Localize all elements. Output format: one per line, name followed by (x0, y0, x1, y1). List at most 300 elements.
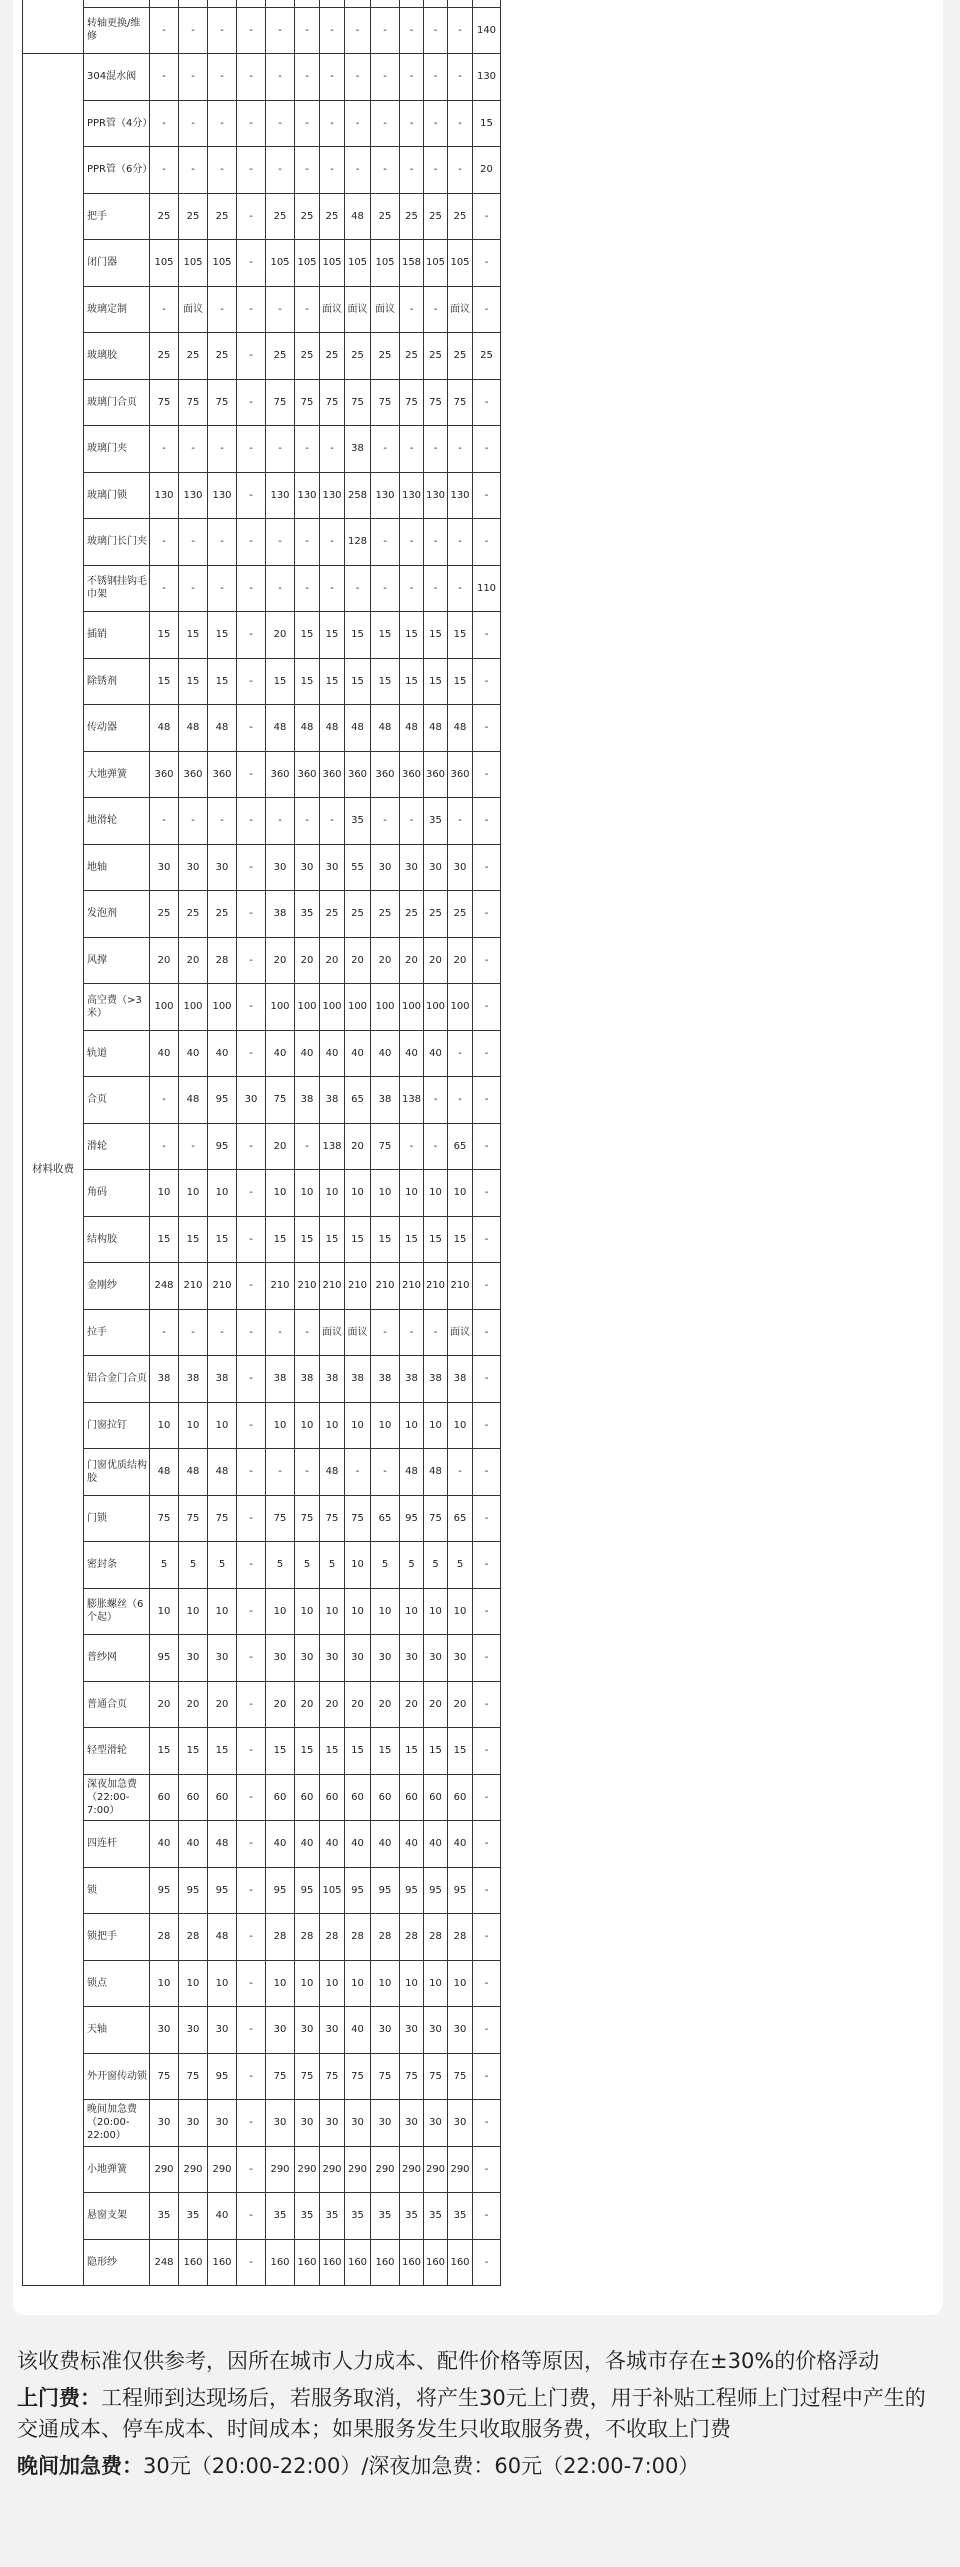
price-cell: - (473, 240, 501, 287)
price-cell: 38 (179, 1356, 208, 1403)
price-cell: 75 (208, 1495, 237, 1542)
price-cell: - (400, 147, 424, 194)
price-cell: 75 (266, 379, 295, 426)
item-name-cell: 除锈剂 (84, 658, 150, 705)
price-cell: 30 (208, 2100, 237, 2147)
price-cell: 48 (208, 705, 237, 752)
price-cell: 15 (266, 1728, 295, 1775)
price-cell: 65 (371, 1495, 400, 1542)
table-row (23, 0, 501, 7)
price-cell: 100 (295, 984, 320, 1031)
price-cell: 38 (371, 1077, 400, 1124)
price-cell: 20 (266, 1681, 295, 1728)
price-cell: - (473, 891, 501, 938)
item-name-cell: 玻璃门夹 (84, 426, 150, 473)
price-cell: - (237, 286, 266, 333)
price-cell: 10 (150, 1170, 179, 1217)
price-cell: - (473, 193, 501, 240)
price-cell: 10 (345, 1170, 371, 1217)
price-cell: 15 (295, 1216, 320, 1263)
price-cell: - (150, 1077, 179, 1124)
price-cell: - (179, 1123, 208, 1170)
price-cell: 10 (266, 1402, 295, 1449)
price-cell: - (473, 2100, 501, 2147)
table-row (23, 1960, 501, 2007)
price-cell: 40 (424, 1821, 448, 1868)
table-row (23, 798, 501, 845)
price-cell: 75 (400, 379, 424, 426)
price-cell: - (345, 1449, 371, 1496)
price-cell: 60 (424, 1774, 448, 1821)
price-cell: 15 (320, 1728, 345, 1775)
price-cell: - (237, 1170, 266, 1217)
table-row (23, 1123, 501, 1170)
price-cell: - (266, 565, 295, 612)
price-cell: 20 (400, 1681, 424, 1728)
price-cell: - (424, 426, 448, 473)
price-cell: 15 (448, 612, 473, 659)
price-cell: 5 (371, 1542, 400, 1589)
price-cell: - (448, 1449, 473, 1496)
price-cell: 25 (266, 193, 295, 240)
price-cell: - (473, 1635, 501, 1682)
price-cell: - (150, 519, 179, 566)
price-cell: 28 (320, 1914, 345, 1961)
price-cell: - (320, 100, 345, 147)
table-row (23, 100, 501, 147)
price-cell: 5 (208, 1542, 237, 1589)
price-cell: - (208, 7, 237, 54)
price-cell: 15 (320, 1216, 345, 1263)
table-row (23, 2007, 501, 2054)
price-cell: 60 (345, 1774, 371, 1821)
price-cell: 75 (150, 379, 179, 426)
price-cell: - (424, 147, 448, 194)
price-cell: 95 (345, 1867, 371, 1914)
price-cell: 30 (371, 844, 400, 891)
price-cell: 95 (448, 1867, 473, 1914)
price-cell: 210 (424, 1263, 448, 1310)
price-cell: 15 (179, 1216, 208, 1263)
price-cell: 15 (208, 1216, 237, 1263)
price-cell: - (266, 1309, 295, 1356)
price-cell: 100 (345, 984, 371, 1031)
price-cell: 48 (320, 1449, 345, 1496)
item-name-cell: 密封条 (84, 1542, 150, 1589)
price-cell: 30 (266, 2100, 295, 2147)
price-cell: 25 (400, 193, 424, 240)
price-cell: 100 (424, 984, 448, 1031)
price-cell: 290 (320, 2146, 345, 2193)
item-name-cell: 闭门器 (84, 240, 150, 287)
price-cell: 75 (424, 379, 448, 426)
price-cell: 5 (320, 1542, 345, 1589)
price-cell: 20 (320, 937, 345, 984)
table-row (23, 2100, 501, 2147)
price-cell: 15 (371, 612, 400, 659)
price-cell: 48 (345, 193, 371, 240)
price-cell: 40 (424, 1030, 448, 1077)
item-name-cell: 风撑 (84, 937, 150, 984)
price-cell: - (237, 1681, 266, 1728)
price-cell: - (345, 565, 371, 612)
price-cell: 138 (400, 1077, 424, 1124)
price-cell: - (237, 565, 266, 612)
price-cell: 105 (208, 240, 237, 287)
price-cell: 210 (371, 1263, 400, 1310)
table-row (23, 2193, 501, 2240)
price-cell: 15 (266, 1216, 295, 1263)
price-cell: - (150, 100, 179, 147)
urgent-fee-label: 晚间加急费： (17, 2454, 143, 2478)
price-cell: 75 (424, 1495, 448, 1542)
price-cell: - (237, 1867, 266, 1914)
price-cell: 48 (179, 1077, 208, 1124)
price-cell: 25 (424, 891, 448, 938)
price-cell: 160 (424, 2239, 448, 2286)
price-cell: - (345, 54, 371, 101)
table-row (23, 1077, 501, 1124)
price-cell: 290 (424, 2146, 448, 2193)
price-cell: - (237, 705, 266, 752)
price-cell: 15 (448, 658, 473, 705)
price-cell: - (237, 2007, 266, 2054)
price-cell: 20 (295, 1681, 320, 1728)
price-cell: - (424, 286, 448, 333)
price-cell: 30 (400, 844, 424, 891)
price-cell: 290 (448, 2146, 473, 2193)
table-row (23, 193, 501, 240)
price-cell: - (320, 7, 345, 54)
price-cell: - (473, 2193, 501, 2240)
item-name-cell: 角码 (84, 1170, 150, 1217)
item-name-cell: 传动器 (84, 705, 150, 752)
table-row (23, 379, 501, 426)
price-cell: 75 (371, 1123, 400, 1170)
item-name-cell: 锁 (84, 1867, 150, 1914)
price-cell: - (424, 1123, 448, 1170)
price-cell: - (237, 7, 266, 54)
price-cell: - (237, 1495, 266, 1542)
price-cell: - (473, 1449, 501, 1496)
visit-fee-label: 上门费： (17, 2386, 101, 2410)
item-name-cell: 地轴 (84, 844, 150, 891)
price-cell: 30 (150, 844, 179, 891)
price-cell: 95 (208, 1077, 237, 1124)
price-cell: 160 (371, 2239, 400, 2286)
price-cell: - (473, 612, 501, 659)
price-cell: - (237, 844, 266, 891)
price-cell: 35 (266, 2193, 295, 2240)
price-cell: - (320, 798, 345, 845)
price-cell: - (237, 2053, 266, 2100)
price-cell: 28 (179, 1914, 208, 1961)
price-cell: 25 (179, 333, 208, 380)
price-cell: 38 (295, 1077, 320, 1124)
item-name-cell: 把手 (84, 193, 150, 240)
table-row (23, 984, 501, 1031)
price-cell: - (208, 426, 237, 473)
price-cell: 160 (208, 2239, 237, 2286)
price-cell: 25 (424, 193, 448, 240)
price-cell: 95 (208, 2053, 237, 2100)
price-cell: 28 (400, 1914, 424, 1961)
price-cell: 158 (400, 240, 424, 287)
price-cell: 75 (150, 1495, 179, 1542)
price-cell: - (473, 1077, 501, 1124)
price-cell: 28 (150, 1914, 179, 1961)
price-cell: 30 (295, 844, 320, 891)
price-cell: - (237, 1821, 266, 1868)
price-cell: - (179, 519, 208, 566)
price-cell: 95 (400, 1867, 424, 1914)
price-cell (448, 0, 473, 7)
price-cell: - (400, 1123, 424, 1170)
price-cell: - (208, 798, 237, 845)
category-cell: 材料收费 (23, 54, 84, 2286)
price-cell: - (237, 147, 266, 194)
price-cell: 35 (371, 2193, 400, 2240)
price-cell: 30 (150, 2100, 179, 2147)
price-cell: - (473, 1542, 501, 1589)
item-name-cell: 轨道 (84, 1030, 150, 1077)
price-cell: 360 (371, 751, 400, 798)
price-cell: 38 (320, 1356, 345, 1403)
price-cell: 20 (400, 937, 424, 984)
price-cell: 40 (400, 1821, 424, 1868)
price-cell: 48 (150, 1449, 179, 1496)
price-cell: 160 (345, 2239, 371, 2286)
price-cell: - (237, 751, 266, 798)
price-cell: - (400, 7, 424, 54)
price-cell: 48 (208, 1821, 237, 1868)
price-cell: 160 (448, 2239, 473, 2286)
table-row (23, 7, 501, 54)
price-cell: 60 (266, 1774, 295, 1821)
table-row (23, 565, 501, 612)
price-cell: 15 (179, 612, 208, 659)
price-cell: 15 (295, 1728, 320, 1775)
item-name-cell: 合页 (84, 1077, 150, 1124)
price-cell: 105 (266, 240, 295, 287)
price-cell: 10 (179, 1402, 208, 1449)
price-cell: - (237, 1914, 266, 1961)
price-cell: 30 (448, 2007, 473, 2054)
price-cell: 30 (371, 1635, 400, 1682)
price-cell: - (448, 798, 473, 845)
price-cell: 30 (208, 844, 237, 891)
price-cell: - (371, 565, 400, 612)
price-table (22, 0, 501, 2286)
visit-fee-text: 工程师到达现场后，若服务取消，将产生30元上门费，用于补贴工程师上门过程中产生的交通成本、停车成本、时间成本；如果服务发生只收取服务费，不收取上门费 (17, 2386, 926, 2441)
price-cell: - (266, 1449, 295, 1496)
price-cell: 30 (295, 2007, 320, 2054)
price-cell: 10 (448, 1170, 473, 1217)
price-cell: 25 (150, 193, 179, 240)
price-cell: - (266, 426, 295, 473)
item-name-cell: 小地弹簧 (84, 2146, 150, 2193)
price-cell: 40 (266, 1821, 295, 1868)
price-cell: 20 (320, 1681, 345, 1728)
price-cell: 40 (179, 1030, 208, 1077)
price-cell: 15 (208, 612, 237, 659)
price-cell: 20 (345, 1123, 371, 1170)
price-cell: - (150, 1309, 179, 1356)
item-name-cell: 门锁 (84, 1495, 150, 1542)
price-cell: - (266, 147, 295, 194)
table-row (23, 147, 501, 194)
item-name-cell: 304混水阀 (84, 54, 150, 101)
price-cell: - (237, 1588, 266, 1635)
price-cell: - (237, 984, 266, 1031)
price-cell: 60 (320, 1774, 345, 1821)
price-cell: 75 (320, 2053, 345, 2100)
price-cell (473, 0, 501, 7)
item-name-cell: 深夜加急费（22:00-7:00） (84, 1774, 150, 1821)
price-cell: 15 (320, 612, 345, 659)
price-cell: - (400, 1309, 424, 1356)
price-cell: 10 (345, 1402, 371, 1449)
price-cell: 15 (371, 658, 400, 705)
price-cell: - (237, 1356, 266, 1403)
item-name-cell: 结构胶 (84, 1216, 150, 1263)
price-cell: 20 (345, 937, 371, 984)
price-cell: - (371, 519, 400, 566)
price-cell: - (237, 891, 266, 938)
price-cell: - (400, 565, 424, 612)
price-cell: - (295, 54, 320, 101)
price-cell (295, 0, 320, 7)
price-cell: 48 (400, 1449, 424, 1496)
price-cell: 48 (371, 705, 400, 752)
price-cell: 5 (448, 1542, 473, 1589)
price-cell: 60 (179, 1774, 208, 1821)
price-cell: - (295, 565, 320, 612)
price-cell: 75 (266, 1077, 295, 1124)
price-cell: 48 (345, 705, 371, 752)
price-cell: 30 (448, 844, 473, 891)
price-cell: - (371, 798, 400, 845)
price-cell: - (371, 100, 400, 147)
price-cell: - (424, 7, 448, 54)
price-cell: 15 (345, 658, 371, 705)
price-cell: 10 (345, 1588, 371, 1635)
price-cell: 35 (345, 798, 371, 845)
price-cell: 15 (424, 612, 448, 659)
price-cell: 10 (345, 1960, 371, 2007)
price-cell: 30 (345, 2100, 371, 2147)
price-cell: 10 (371, 1170, 400, 1217)
price-cell: 5 (424, 1542, 448, 1589)
price-cell: - (237, 1774, 266, 1821)
price-cell: - (237, 1449, 266, 1496)
price-cell: 95 (295, 1867, 320, 1914)
price-cell: 20 (266, 937, 295, 984)
price-cell: 48 (448, 705, 473, 752)
price-cell: 60 (295, 1774, 320, 1821)
price-cell: 10 (320, 1960, 345, 2007)
price-cell: 105 (320, 240, 345, 287)
table-row (23, 1728, 501, 1775)
price-cell: 38 (371, 1356, 400, 1403)
price-cell: - (295, 519, 320, 566)
price-cell: 75 (295, 379, 320, 426)
price-cell: 210 (208, 1263, 237, 1310)
price-cell: - (237, 612, 266, 659)
price-cell: - (237, 2100, 266, 2147)
price-cell: - (266, 286, 295, 333)
price-cell: 290 (150, 2146, 179, 2193)
price-cell: 15 (400, 1728, 424, 1775)
price-cell: 290 (179, 2146, 208, 2193)
table-row (23, 844, 501, 891)
item-name-cell: 悬窗支架 (84, 2193, 150, 2240)
price-cell: - (237, 1030, 266, 1077)
price-cell: 95 (266, 1867, 295, 1914)
price-cell: 130 (400, 472, 424, 519)
price-cell: 20 (295, 937, 320, 984)
table-row (23, 1681, 501, 1728)
price-cell: 95 (400, 1495, 424, 1542)
price-cell: 48 (320, 705, 345, 752)
price-cell: 10 (371, 1960, 400, 2007)
table-row (23, 1216, 501, 1263)
price-cell: 20 (473, 147, 501, 194)
price-cell: - (448, 519, 473, 566)
table-row (23, 658, 501, 705)
price-cell: 10 (295, 1402, 320, 1449)
price-cell: - (237, 1960, 266, 2007)
price-cell: 30 (208, 1635, 237, 1682)
price-cell: 20 (424, 1681, 448, 1728)
price-cell: - (345, 100, 371, 147)
price-cell: 40 (179, 1821, 208, 1868)
price-cell: - (448, 100, 473, 147)
price-cell: 160 (179, 2239, 208, 2286)
price-cell (208, 0, 237, 7)
price-cell: 15 (266, 658, 295, 705)
price-cell: 30 (320, 2100, 345, 2147)
price-cell: 28 (371, 1914, 400, 1961)
price-cell: 10 (448, 1960, 473, 2007)
price-cell: 15 (400, 1216, 424, 1263)
table-row (23, 1914, 501, 1961)
price-cell: 30 (371, 2007, 400, 2054)
price-cell: - (266, 519, 295, 566)
price-cell: 210 (179, 1263, 208, 1310)
price-cell: - (179, 100, 208, 147)
price-cell: 10 (208, 1402, 237, 1449)
price-cell: - (473, 2146, 501, 2193)
price-cell: 75 (266, 2053, 295, 2100)
price-cell: 15 (150, 658, 179, 705)
price-cell: 210 (345, 1263, 371, 1310)
price-cell: 248 (150, 1263, 179, 1310)
price-cell: - (473, 751, 501, 798)
table-row (23, 1030, 501, 1077)
item-name-cell: 玻璃胶 (84, 333, 150, 380)
item-name-cell: 插销 (84, 612, 150, 659)
price-cell: - (266, 54, 295, 101)
price-cell (150, 0, 179, 7)
table-row (23, 705, 501, 752)
price-cell: 75 (345, 1495, 371, 1542)
item-name-cell: 门窗拉钉 (84, 1402, 150, 1449)
price-cell: - (371, 54, 400, 101)
table-row (23, 1495, 501, 1542)
price-cell: 48 (150, 705, 179, 752)
table-row (23, 1542, 501, 1589)
